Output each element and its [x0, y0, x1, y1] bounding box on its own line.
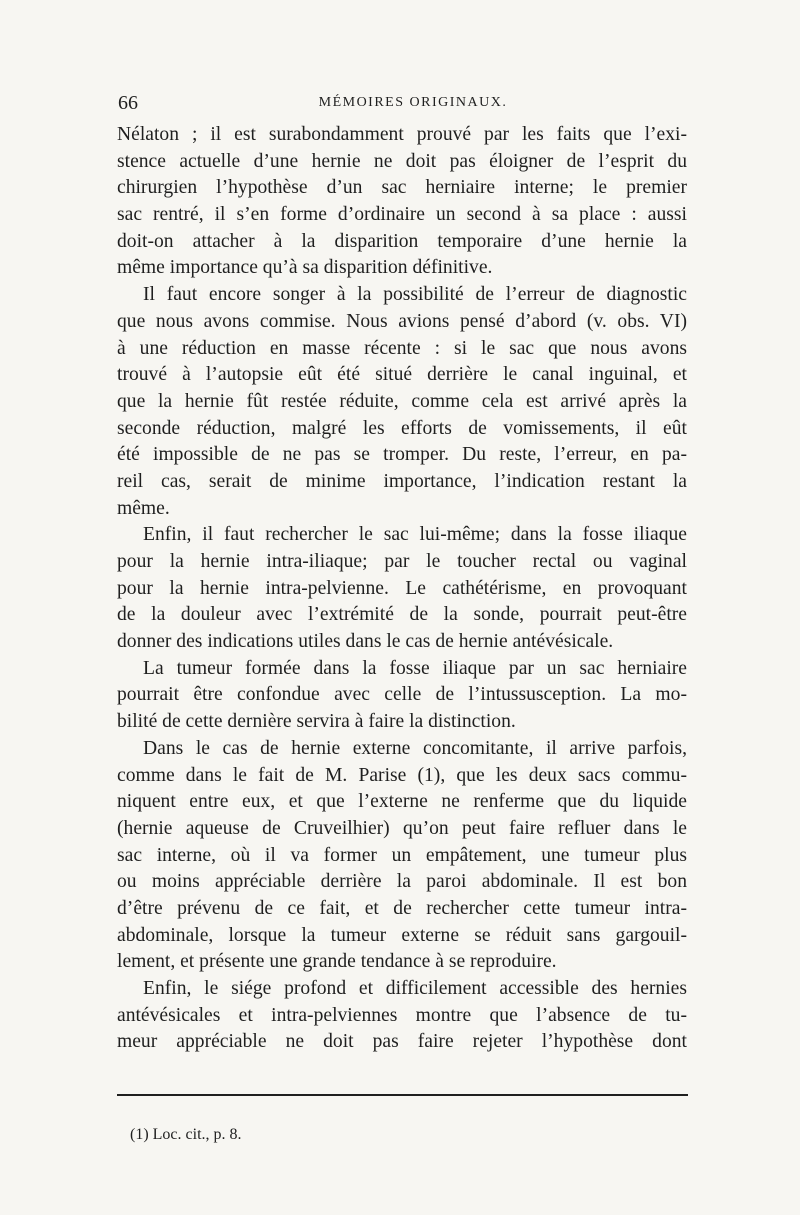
- text-line: trouvé à l’autopsie eût été situé derrière le canal inguinal, et: [117, 364, 687, 386]
- text-line: abdominale, lorsque la tumeur externe se réduit sans gargouil-: [117, 924, 687, 946]
- text-line: à une réduction en masse récente : si le sac que nous avons: [117, 337, 687, 359]
- text-line: bilité de cette dernière servira à faire la distinction.: [117, 711, 516, 733]
- body-text: [117, 122, 687, 1056]
- text-line: ou moins appréciable derrière la paroi abdominale. Il est bon: [117, 871, 687, 893]
- text-line: reil cas, serait de minime importance, l’indication restant la: [117, 470, 687, 492]
- text-line: stence actuelle d’une hernie ne doit pas éloigner de l’esprit du: [117, 150, 687, 172]
- text-line: (hernie aqueuse de Cruveilhier) qu’on peut faire refluer dans le: [117, 817, 687, 839]
- text-line: niquent entre eux, et que l’externe ne renferme que du liquide: [117, 791, 687, 813]
- text-line: Dans le cas de hernie externe concomitante, il arrive parfois,: [143, 737, 687, 759]
- text-line: Enfin, il faut rechercher le sac lui-même; dans la fosse iliaque: [143, 524, 687, 546]
- text-line: donner des indications utiles dans le cas de hernie antévésicale.: [117, 631, 614, 653]
- text-line: Nélaton ; il est surabondamment prouvé par les faits que l’exi-: [117, 124, 687, 145]
- text-line: sac interne, où il va former un empâtement, une tumeur plus: [117, 844, 687, 866]
- text-line: de la douleur avec l’extrémité de la sonde, pourrait peut-être: [117, 604, 687, 626]
- running-title: MÉMOIRES ORIGINAUX.: [318, 95, 508, 110]
- text-line: doit-on attacher à la disparition temporaire d’une hernie la: [117, 230, 687, 252]
- page-header: [118, 92, 688, 116]
- text-line: Il faut encore songer à la possibilité de l’erreur de diagnostic: [143, 284, 687, 306]
- text-line: pourrait être confondue avec celle de l’intussusception. La mo-: [117, 684, 687, 706]
- text-line: que la hernie fût restée réduite, comme cela est arrivé après la: [117, 390, 687, 412]
- text-line: que nous avons commise. Nous avions pensé d’abord (v. obs. VI): [117, 310, 687, 332]
- text-line: antévésicales et intra-pelviennes montre que l’absence de tu-: [117, 1004, 687, 1026]
- text-line: même importance qu’à sa disparition définitive.: [117, 257, 493, 279]
- text-line: La tumeur formée dans la fosse iliaque par un sac herniaire: [143, 657, 687, 679]
- text-line: comme dans le fait de M. Parise (1), que les deux sacs commu-: [117, 764, 687, 786]
- text-line: sac rentré, il s’en forme d’ordinaire un second à sa place : aussi: [117, 204, 687, 226]
- text-line: pour la hernie intra-iliaque; par le toucher rectal ou vaginal: [117, 551, 687, 572]
- text-line: seconde réduction, malgré les efforts de vomissements, il eût: [117, 417, 687, 439]
- text-line: d’être prévenu de ce fait, et de rechercher cette tumeur intra-: [117, 897, 687, 919]
- text-line: été impossible de ne pas se tromper. Du reste, l’erreur, en pa-: [117, 444, 687, 466]
- footnote-divider: [117, 1094, 688, 1096]
- page-number: 66: [118, 92, 138, 114]
- text-line: même.: [117, 497, 170, 519]
- footnote: (1) Loc. cit., p. 8.: [130, 1126, 242, 1143]
- text-line: meur appréciable ne doit pas faire rejeter l’hypothèse dont: [117, 1031, 687, 1053]
- text-line: lement, et présente une grande tendance à se reproduire.: [117, 951, 557, 973]
- text-line: Enfin, le siége profond et difficilement accessible des hernies: [143, 978, 687, 999]
- text-line: pour la hernie intra-pelvienne. Le cathétérisme, en provoquant: [117, 577, 687, 599]
- text-line: chirurgien l’hypothèse d’un sac herniaire interne; le premier: [117, 177, 687, 199]
